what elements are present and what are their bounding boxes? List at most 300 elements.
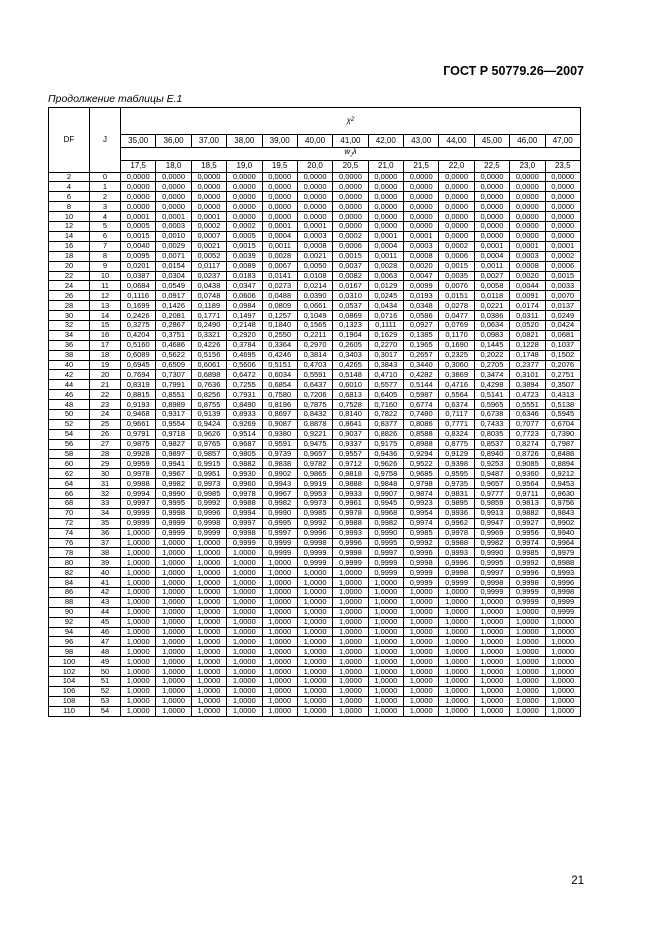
value-cell: 0,0021	[297, 251, 332, 261]
value-cell: 0,9994	[227, 508, 262, 518]
value-cell: 0,9974	[510, 538, 545, 548]
value-cell: 0,9360	[510, 469, 545, 479]
value-cell: 0,0011	[474, 261, 509, 271]
j-cell: 18	[90, 350, 121, 360]
value-cell: 1,0000	[404, 686, 439, 696]
value-cell: 0,0050	[297, 261, 332, 271]
value-cell: 0,0004	[368, 241, 403, 251]
value-cell: 0,0001	[404, 231, 439, 241]
value-cell: 0,9998	[545, 588, 581, 598]
value-cell: 0,2211	[297, 330, 332, 340]
value-cell: 0,9995	[368, 538, 403, 548]
value-cell: 0,0304	[156, 271, 191, 281]
df-cell: 98	[49, 647, 90, 657]
value-cell: 0,6945	[121, 360, 156, 370]
value-cell: 0,9269	[227, 419, 262, 429]
value-cell: 0,9999	[439, 578, 474, 588]
value-cell: 0,9897	[156, 449, 191, 459]
df-cell: 82	[49, 568, 90, 578]
value-cell: 0,9827	[156, 439, 191, 449]
table-row	[49, 677, 581, 687]
value-cell: 0,3751	[156, 330, 191, 340]
value-cell: 0,9978	[439, 528, 474, 538]
value-cell: 0,3060	[439, 360, 474, 370]
value-cell: 0,9818	[333, 469, 368, 479]
value-cell: 0,0000	[474, 231, 509, 241]
value-cell: 0,9998	[333, 548, 368, 558]
value-cell: 0,9813	[510, 498, 545, 508]
value-cell: 0,0000	[333, 212, 368, 222]
value-cell: 1,0000	[121, 578, 156, 588]
value-cell: 1,0000	[156, 637, 191, 647]
value-cell: 0,7771	[439, 419, 474, 429]
value-cell: 0,9685	[404, 469, 439, 479]
value-cell: 0,9294	[404, 449, 439, 459]
value-cell: 0,3474	[474, 370, 509, 380]
j-cell: 45	[90, 617, 121, 627]
value-cell: 0,8878	[297, 419, 332, 429]
value-cell: 0,0151	[439, 291, 474, 301]
value-cell: 0,3869	[439, 370, 474, 380]
table-row	[49, 459, 581, 469]
df-cell: 44	[49, 380, 90, 390]
value-cell: 0,0000	[545, 222, 581, 232]
table-row	[49, 647, 581, 657]
value-cell: 1,0000	[404, 667, 439, 677]
value-cell: 1,0000	[121, 588, 156, 598]
table-row	[49, 429, 581, 439]
value-cell: 0,9982	[156, 479, 191, 489]
value-cell: 0,0000	[227, 212, 262, 222]
value-cell: 0,0000	[368, 202, 403, 212]
value-cell: 0,9941	[156, 459, 191, 469]
value-cell: 0,0769	[439, 320, 474, 330]
value-cell: 1,0000	[227, 686, 262, 696]
value-cell: 0,0004	[474, 251, 509, 261]
value-cell: 1,0000	[156, 696, 191, 706]
value-cell: 1,0000	[333, 627, 368, 637]
value-cell: 1,0000	[262, 617, 297, 627]
value-cell: 0,9982	[262, 498, 297, 508]
df-cell: 6	[49, 192, 90, 202]
value-cell: 1,0000	[404, 696, 439, 706]
value-cell: 0,9973	[297, 498, 332, 508]
value-cell: 1,0000	[227, 696, 262, 706]
value-cell: 1,0000	[404, 637, 439, 647]
value-cell: 1,0000	[262, 686, 297, 696]
value-cell: 0,9253	[474, 459, 509, 469]
value-cell: 1,0000	[227, 617, 262, 627]
value-cell: 1,0000	[262, 607, 297, 617]
value-cell: 0,3507	[545, 380, 581, 390]
value-cell: 0,9902	[545, 518, 581, 528]
value-cell: 0,9193	[121, 400, 156, 410]
value-cell: 0,8432	[297, 409, 332, 419]
value-cell: 0,9992	[191, 498, 226, 508]
value-cell: 0,2970	[297, 340, 332, 350]
value-cell: 0,5591	[297, 370, 332, 380]
value-cell: 0,9337	[333, 439, 368, 449]
value-cell: 0,1565	[297, 320, 332, 330]
value-cell: 0,9993	[333, 528, 368, 538]
df-cell: 106	[49, 686, 90, 696]
table-row	[49, 439, 581, 449]
value-cell: 0,7875	[297, 400, 332, 410]
value-cell: 1,0000	[297, 617, 332, 627]
value-cell: 0,6472	[227, 370, 262, 380]
value-cell: 0,8274	[510, 439, 545, 449]
value-cell: 1,0000	[191, 597, 226, 607]
value-cell: 0,1323	[333, 320, 368, 330]
value-cell: 0,0052	[191, 251, 226, 261]
table-row	[49, 479, 581, 489]
value-cell: 0,9996	[439, 558, 474, 568]
value-cell: 1,0000	[439, 627, 474, 637]
value-cell: 1,0000	[297, 607, 332, 617]
table-row	[49, 637, 581, 647]
df-cell: 24	[49, 281, 90, 291]
value-cell: 0,8256	[191, 390, 226, 400]
value-cell: 0,2148	[227, 320, 262, 330]
value-cell: 0,0000	[297, 202, 332, 212]
value-cell: 0,9974	[404, 518, 439, 528]
value-cell: 0,7991	[156, 380, 191, 390]
value-cell: 0,1037	[545, 340, 581, 350]
table-row	[49, 578, 581, 588]
value-cell: 1,0000	[156, 548, 191, 558]
value-cell: 0,0003	[156, 222, 191, 232]
value-cell: 0,9087	[262, 419, 297, 429]
value-cell: 0,9907	[368, 489, 403, 499]
df-cell: 4	[49, 182, 90, 192]
value-cell: 0,1116	[121, 291, 156, 301]
page-number: 21	[571, 875, 584, 887]
value-cell: 0,9859	[474, 498, 509, 508]
value-cell: 0,9999	[262, 548, 297, 558]
value-cell: 0,8641	[333, 419, 368, 429]
df-cell: 76	[49, 538, 90, 548]
value-cell: 0,9988	[545, 558, 581, 568]
value-cell: 0,9514	[227, 429, 262, 439]
table-row	[49, 390, 581, 400]
value-cell: 0,9999	[510, 597, 545, 607]
table-row	[49, 419, 581, 429]
value-cell: 0,0000	[297, 172, 332, 182]
value-cell: 0,0000	[333, 172, 368, 182]
value-cell: 1,0000	[227, 627, 262, 637]
value-cell: 0,0015	[333, 251, 368, 261]
df-cell: 78	[49, 548, 90, 558]
value-cell: 0,0000	[474, 222, 509, 232]
value-cell: 0,0000	[545, 182, 581, 192]
value-cell: 0,9967	[156, 469, 191, 479]
df-cell: 20	[49, 261, 90, 271]
value-cell: 0,9998	[297, 538, 332, 548]
value-cell: 0,0000	[191, 192, 226, 202]
value-cell: 1,0000	[474, 597, 509, 607]
value-cell: 0,9968	[368, 508, 403, 518]
value-cell: 0,6034	[262, 370, 297, 380]
table-row	[49, 400, 581, 410]
value-cell: 0,3275	[121, 320, 156, 330]
value-cell: 0,4298	[474, 380, 509, 390]
value-cell: 0,6774	[404, 400, 439, 410]
value-cell: 0,0249	[545, 311, 581, 321]
df-cell: 36	[49, 340, 90, 350]
value-cell: 1,0000	[368, 637, 403, 647]
value-cell: 0,7255	[227, 380, 262, 390]
value-cell: 1,0000	[510, 677, 545, 687]
value-cell: 1,0000	[333, 677, 368, 687]
value-cell: 0,1111	[368, 320, 403, 330]
value-cell: 0,9988	[333, 518, 368, 528]
table-row	[49, 172, 581, 182]
value-cell: 0,5945	[545, 409, 581, 419]
value-cell: 1,0000	[474, 667, 509, 677]
df-cell: 50	[49, 409, 90, 419]
value-cell: 0,0000	[545, 192, 581, 202]
value-cell: 0,0348	[404, 301, 439, 311]
value-cell: 0,9557	[333, 449, 368, 459]
value-cell: 0,9398	[439, 459, 474, 469]
value-cell: 1,0000	[333, 667, 368, 677]
value-cell: 0,9997	[368, 548, 403, 558]
value-cell: 1,0000	[156, 657, 191, 667]
value-cell: 0,1699	[121, 301, 156, 311]
value-cell: 0,6374	[439, 400, 474, 410]
value-cell: 0,9978	[121, 469, 156, 479]
value-cell: 1,0000	[474, 637, 509, 647]
value-cell: 0,9657	[297, 449, 332, 459]
value-cell: 0,0488	[262, 291, 297, 301]
value-cell: 0,0520	[510, 320, 545, 330]
value-cell: 1,0000	[404, 657, 439, 667]
value-cell: 0,1690	[439, 340, 474, 350]
value-cell: 1,0000	[297, 637, 332, 647]
value-cell: 0,0000	[227, 192, 262, 202]
value-cell: 0,9990	[156, 489, 191, 499]
value-cell: 1,0000	[191, 568, 226, 578]
value-cell: 1,0000	[474, 627, 509, 637]
value-cell: 0,0000	[545, 231, 581, 241]
value-cell: 0,7433	[474, 419, 509, 429]
df-cell: 92	[49, 617, 90, 627]
value-cell: 1,0000	[474, 647, 509, 657]
value-cell: 0,0438	[191, 281, 226, 291]
value-cell: 0,9758	[368, 469, 403, 479]
value-cell: 0,9999	[156, 528, 191, 538]
j-cell: 46	[90, 627, 121, 637]
value-cell: 0,2550	[262, 330, 297, 340]
value-cell: 1,0000	[121, 597, 156, 607]
value-cell: 0,4710	[368, 370, 403, 380]
value-cell: 0,9687	[227, 439, 262, 449]
value-cell: 0,8377	[368, 419, 403, 429]
value-cell: 1,0000	[121, 647, 156, 657]
value-cell: 0,9999	[368, 568, 403, 578]
value-cell: 0,0000	[262, 212, 297, 222]
value-cell: 0,0067	[262, 261, 297, 271]
df-cell: 66	[49, 489, 90, 499]
value-cell: 0,9923	[404, 498, 439, 508]
table-row	[49, 518, 581, 528]
value-cell: 0,8488	[545, 449, 581, 459]
value-cell: 1,0000	[545, 647, 581, 657]
value-cell: 0,9998	[227, 528, 262, 538]
value-cell: 0,1426	[156, 301, 191, 311]
value-cell: 1,0000	[474, 706, 509, 716]
value-cell: 1,0000	[227, 578, 262, 588]
value-cell: 0,9999	[297, 558, 332, 568]
value-cell: 0,9985	[510, 548, 545, 558]
lambda-value-header: 19,0	[227, 160, 262, 172]
value-cell: 0,0000	[368, 212, 403, 222]
value-cell: 0,0000	[404, 192, 439, 202]
value-cell: 0,0000	[404, 172, 439, 182]
j-cell: 20	[90, 370, 121, 380]
chi-value-header: 47,00	[545, 135, 581, 148]
j-cell: 19	[90, 360, 121, 370]
value-cell: 1,0000	[545, 617, 581, 627]
value-cell: 0,9992	[510, 558, 545, 568]
value-cell: 0,0000	[121, 172, 156, 182]
value-cell: 0,7528	[333, 400, 368, 410]
value-cell: 0,0117	[191, 261, 226, 271]
value-cell: 0,8826	[368, 429, 403, 439]
value-cell: 0,0000	[121, 182, 156, 192]
value-cell: 0,9902	[262, 469, 297, 479]
j-cell: 40	[90, 568, 121, 578]
value-cell: 1,0000	[262, 588, 297, 598]
value-cell: 0,9979	[545, 548, 581, 558]
value-cell: 0,9978	[333, 508, 368, 518]
value-cell: 1,0000	[439, 597, 474, 607]
value-cell: 0,0137	[545, 301, 581, 311]
value-cell: 0,9995	[156, 498, 191, 508]
j-cell: 41	[90, 578, 121, 588]
j-cell: 49	[90, 657, 121, 667]
value-cell: 0,9865	[297, 469, 332, 479]
value-cell: 0,9999	[404, 578, 439, 588]
value-cell: 0,9661	[121, 419, 156, 429]
value-cell: 1,0000	[191, 677, 226, 687]
value-cell: 0,1840	[262, 320, 297, 330]
value-cell: 0,2076	[545, 360, 581, 370]
value-cell: 1,0000	[545, 667, 581, 677]
value-cell: 0,0390	[297, 291, 332, 301]
value-cell: 0,0000	[333, 192, 368, 202]
value-cell: 0,0273	[262, 281, 297, 291]
value-cell: 0,7931	[227, 390, 262, 400]
value-cell: 1,0000	[439, 617, 474, 627]
value-cell: 0,0000	[156, 192, 191, 202]
value-cell: 0,9996	[510, 568, 545, 578]
value-cell: 0,6061	[191, 360, 226, 370]
df-cell: 68	[49, 498, 90, 508]
value-cell: 0,0477	[439, 311, 474, 321]
value-cell: 0,0000	[368, 172, 403, 182]
value-cell: 0,9475	[297, 439, 332, 449]
df-cell: 46	[49, 390, 90, 400]
value-cell: 0,9996	[333, 538, 368, 548]
df-cell: 64	[49, 479, 90, 489]
value-cell: 0,9765	[191, 439, 226, 449]
value-cell: 0,0386	[474, 311, 509, 321]
value-cell: 0,0011	[368, 251, 403, 261]
value-cell: 1,0000	[191, 667, 226, 677]
table-row	[49, 231, 581, 241]
df-cell: 94	[49, 627, 90, 637]
value-cell: 0,0002	[191, 222, 226, 232]
value-cell: 0,8697	[262, 409, 297, 419]
value-cell: 0,9380	[262, 429, 297, 439]
value-cell: 1,0000	[545, 696, 581, 706]
value-cell: 1,0000	[368, 617, 403, 627]
j-cell: 44	[90, 607, 121, 617]
value-cell: 0,3894	[510, 380, 545, 390]
value-cell: 1,0000	[439, 637, 474, 647]
value-cell: 1,0000	[545, 677, 581, 687]
value-cell: 0,0221	[474, 301, 509, 311]
value-cell: 0,4226	[191, 340, 226, 350]
value-cell: 0,9960	[227, 479, 262, 489]
value-cell: 1,0000	[227, 637, 262, 647]
value-cell: 1,0000	[297, 686, 332, 696]
value-cell: 0,4282	[404, 370, 439, 380]
df-cell: 12	[49, 222, 90, 232]
value-cell: 0,0015	[545, 271, 581, 281]
value-cell: 0,0748	[191, 291, 226, 301]
j-cell: 42	[90, 588, 121, 598]
value-cell: 0,5606	[227, 360, 262, 370]
df-cell: 56	[49, 439, 90, 449]
value-cell: 0,1497	[227, 311, 262, 321]
value-cell: 0,9626	[368, 459, 403, 469]
value-cell: 0,0000	[333, 202, 368, 212]
value-cell: 0,9943	[262, 479, 297, 489]
value-cell: 0,0071	[156, 251, 191, 261]
value-cell: 0,8775	[439, 439, 474, 449]
df-cell: 80	[49, 558, 90, 568]
j-cell: 37	[90, 538, 121, 548]
value-cell: 0,8940	[474, 449, 509, 459]
value-cell: 0,0167	[333, 281, 368, 291]
value-cell: 1,0000	[368, 578, 403, 588]
value-cell: 0,0141	[262, 271, 297, 281]
value-cell: 0,0000	[262, 182, 297, 192]
lambda-value-header: 18,5	[191, 160, 226, 172]
value-cell: 0,9554	[156, 419, 191, 429]
value-cell: 1,0000	[156, 578, 191, 588]
df-cell: 74	[49, 528, 90, 538]
value-cell: 0,0000	[404, 202, 439, 212]
value-cell: 1,0000	[297, 568, 332, 578]
value-cell: 0,7307	[156, 370, 191, 380]
value-cell: 0,5151	[262, 360, 297, 370]
value-cell: 0,0000	[333, 182, 368, 192]
value-cell: 1,0000	[439, 647, 474, 657]
chi-value-header: 46,00	[510, 135, 545, 148]
value-cell: 0,3017	[368, 350, 403, 360]
value-cell: 0,7822	[368, 409, 403, 419]
j-cell: 54	[90, 706, 121, 716]
table-row	[49, 706, 581, 716]
j-cell: 31	[90, 479, 121, 489]
value-cell: 0,0809	[262, 301, 297, 311]
value-cell: 0,2022	[474, 350, 509, 360]
j-cell: 27	[90, 439, 121, 449]
table-row	[49, 489, 581, 499]
